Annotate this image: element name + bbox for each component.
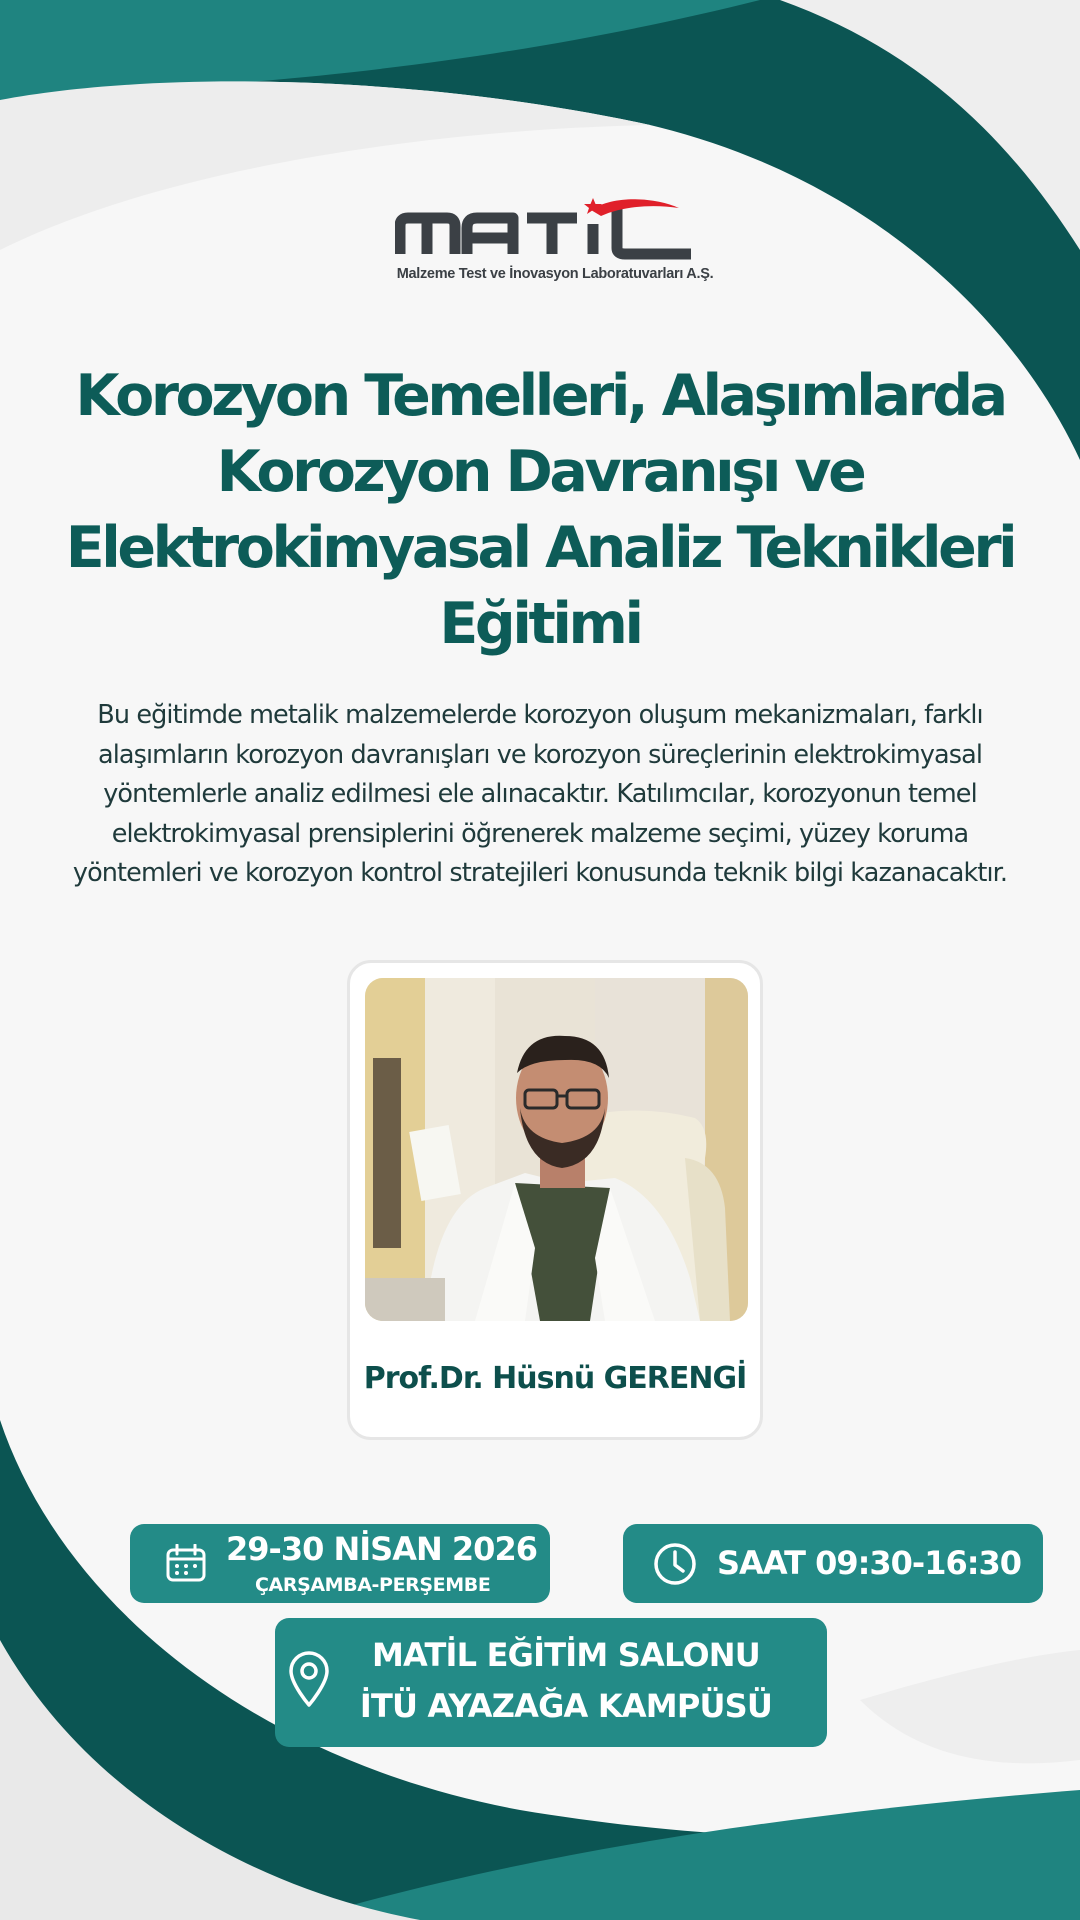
event-description <box>30 696 1050 894</box>
title-line: Korozyon Davranışı ve <box>216 439 864 505</box>
logo-subtitle: Malzeme Test ve İnovasyon Laboratuvarları A.Ş. <box>396 266 714 282</box>
matil-wordmark-graphic <box>395 196 715 260</box>
title-line: Elektrokimyasal Analiz Teknikleri <box>65 515 1015 581</box>
matil-logo <box>395 196 715 286</box>
calendar-icon <box>166 1544 206 1582</box>
event-title <box>60 358 1020 662</box>
description-line: alaşımların korozyon davranışları ve korozyon süreçlerinin elektrokimyasal <box>97 739 983 770</box>
event-date: 29-30 NİSAN 2026 <box>226 1530 537 1568</box>
clock-icon <box>653 1542 697 1586</box>
speaker-name: Prof.Dr. Hüsnü GERENGİ <box>363 1361 747 1396</box>
time-badge <box>623 1524 1043 1603</box>
description-line: yöntemleri ve korozyon kontrol stratejileri konusunda teknik bilgi kazanacaktır. <box>72 858 1008 888</box>
title-line: Korozyon Temelleri, Alaşımlarda <box>75 363 1005 429</box>
date-badge <box>130 1524 550 1603</box>
speaker-card <box>347 960 763 1440</box>
title-line: Eğitimi <box>439 591 641 657</box>
description-line: Bu eğitimde metalik malzemelerde korozyon oluşum mekanizmaları, farklı <box>97 700 983 730</box>
location-campus: İTÜ AYAZAĞA KAMPÜSÜ <box>359 1687 773 1725</box>
speaker-photo <box>365 978 748 1321</box>
location-badge <box>275 1618 827 1747</box>
description-line: elektrokimyasal prensiplerini öğrenerek malzeme seçimi, yüzey koruma <box>111 818 969 849</box>
location-venue: MATİL EĞİTİM SALONU <box>372 1636 760 1674</box>
description-line: yöntemlerle analiz edilmesi ele alınacaktır. Katılımcılar, korozyonun temel <box>103 779 977 809</box>
event-time: SAAT 09:30-16:30 <box>717 1544 1022 1582</box>
event-days: ÇARŞAMBA-PERŞEMBE <box>255 1574 491 1596</box>
